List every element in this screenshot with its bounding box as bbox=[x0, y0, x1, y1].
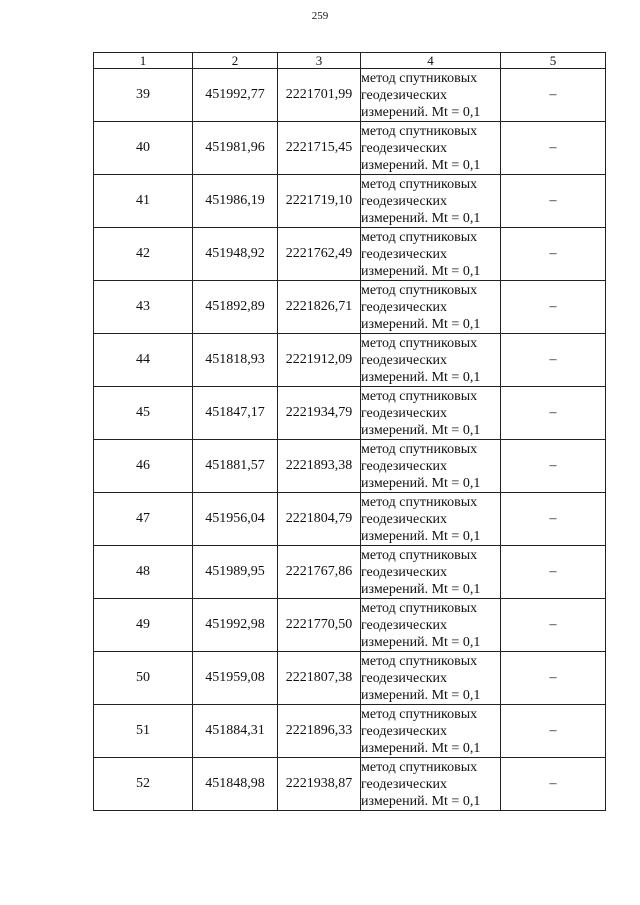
method-line: метод спутниковых bbox=[361, 70, 478, 86]
method-cell bbox=[361, 705, 501, 758]
method-line: измерений. Mt = 0,1 bbox=[361, 104, 481, 120]
header-col-4: 4 bbox=[361, 53, 501, 69]
x-coordinate-cell: 451847,17 bbox=[193, 387, 278, 440]
x-coordinate-cell: 451959,08 bbox=[193, 652, 278, 705]
method-line: геодезических bbox=[361, 511, 448, 527]
note-cell: – bbox=[501, 281, 606, 334]
header-col-1: 1 bbox=[94, 53, 193, 69]
method-cell bbox=[361, 652, 501, 705]
method-cell bbox=[361, 440, 501, 493]
method-cell bbox=[361, 281, 501, 334]
note-cell: – bbox=[501, 758, 606, 811]
method-line: метод спутниковых bbox=[361, 176, 478, 192]
y-coordinate-cell: 2221826,71 bbox=[278, 281, 361, 334]
y-coordinate-cell: 2221715,45 bbox=[278, 122, 361, 175]
x-coordinate-cell: 451948,92 bbox=[193, 228, 278, 281]
method-cell bbox=[361, 387, 501, 440]
method-cell bbox=[361, 599, 501, 652]
method-line: геодезических bbox=[361, 246, 448, 262]
note-cell: – bbox=[501, 652, 606, 705]
point-number-cell: 51 bbox=[94, 705, 193, 758]
method-line: измерений. Mt = 0,1 bbox=[361, 740, 481, 756]
method-line: метод спутниковых bbox=[361, 282, 478, 298]
table-row bbox=[94, 440, 606, 493]
point-number-cell: 39 bbox=[94, 69, 193, 122]
x-coordinate-cell: 451992,77 bbox=[193, 69, 278, 122]
point-number-cell: 40 bbox=[94, 122, 193, 175]
method-line: измерений. Mt = 0,1 bbox=[361, 528, 481, 544]
y-coordinate-cell: 2221807,38 bbox=[278, 652, 361, 705]
x-coordinate-cell: 451881,57 bbox=[193, 440, 278, 493]
y-coordinate-cell: 2221719,10 bbox=[278, 175, 361, 228]
method-line: геодезических bbox=[361, 723, 448, 739]
method-line: метод спутниковых bbox=[361, 547, 478, 563]
method-line: метод спутниковых bbox=[361, 229, 478, 245]
table-body bbox=[94, 69, 606, 811]
x-coordinate-cell: 451986,19 bbox=[193, 175, 278, 228]
table-row bbox=[94, 228, 606, 281]
method-line: геодезических bbox=[361, 299, 448, 315]
method-line: измерений. Mt = 0,1 bbox=[361, 634, 481, 650]
x-coordinate-cell: 451848,98 bbox=[193, 758, 278, 811]
point-number-cell: 46 bbox=[94, 440, 193, 493]
header-col-5: 5 bbox=[501, 53, 606, 69]
point-number-cell: 52 bbox=[94, 758, 193, 811]
note-cell: – bbox=[501, 122, 606, 175]
method-line: измерений. Mt = 0,1 bbox=[361, 475, 481, 491]
y-coordinate-cell: 2221893,38 bbox=[278, 440, 361, 493]
method-cell bbox=[361, 493, 501, 546]
point-number-cell: 41 bbox=[94, 175, 193, 228]
method-line: метод спутниковых bbox=[361, 388, 478, 404]
point-number-cell: 45 bbox=[94, 387, 193, 440]
table-row bbox=[94, 334, 606, 387]
point-number-cell: 44 bbox=[94, 334, 193, 387]
note-cell: – bbox=[501, 387, 606, 440]
method-line: измерений. Mt = 0,1 bbox=[361, 687, 481, 703]
y-coordinate-cell: 2221762,49 bbox=[278, 228, 361, 281]
table-row bbox=[94, 758, 606, 811]
x-coordinate-cell: 451818,93 bbox=[193, 334, 278, 387]
method-cell bbox=[361, 228, 501, 281]
point-number-cell: 43 bbox=[94, 281, 193, 334]
method-line: метод спутниковых bbox=[361, 335, 478, 351]
page-number: 259 bbox=[311, 10, 329, 22]
table-row bbox=[94, 599, 606, 652]
method-line: метод спутниковых bbox=[361, 600, 478, 616]
method-cell bbox=[361, 758, 501, 811]
method-line: метод спутниковых bbox=[361, 759, 478, 775]
table-row bbox=[94, 705, 606, 758]
note-cell: – bbox=[501, 175, 606, 228]
table-row bbox=[94, 175, 606, 228]
header-col-3: 3 bbox=[278, 53, 361, 69]
y-coordinate-cell: 2221896,33 bbox=[278, 705, 361, 758]
note-cell: – bbox=[501, 705, 606, 758]
point-number-cell: 50 bbox=[94, 652, 193, 705]
x-coordinate-cell: 451989,95 bbox=[193, 546, 278, 599]
point-number-cell: 47 bbox=[94, 493, 193, 546]
note-cell: – bbox=[501, 228, 606, 281]
table-row bbox=[94, 281, 606, 334]
method-cell bbox=[361, 334, 501, 387]
note-cell: – bbox=[501, 493, 606, 546]
method-line: геодезических bbox=[361, 193, 448, 209]
x-coordinate-cell: 451992,98 bbox=[193, 599, 278, 652]
method-line: метод спутниковых bbox=[361, 441, 478, 457]
method-line: измерений. Mt = 0,1 bbox=[361, 263, 481, 279]
method-cell bbox=[361, 69, 501, 122]
method-line: геодезических bbox=[361, 776, 448, 792]
note-cell: – bbox=[501, 440, 606, 493]
method-line: измерений. Mt = 0,1 bbox=[361, 157, 481, 173]
point-number-cell: 49 bbox=[94, 599, 193, 652]
y-coordinate-cell: 2221804,79 bbox=[278, 493, 361, 546]
method-cell bbox=[361, 546, 501, 599]
note-cell: – bbox=[501, 599, 606, 652]
x-coordinate-cell: 451884,31 bbox=[193, 705, 278, 758]
point-number-cell: 42 bbox=[94, 228, 193, 281]
method-line: геодезических bbox=[361, 670, 448, 686]
table-row bbox=[94, 387, 606, 440]
method-line: измерений. Mt = 0,1 bbox=[361, 793, 481, 809]
table-header-row bbox=[94, 53, 606, 69]
method-line: измерений. Mt = 0,1 bbox=[361, 369, 481, 385]
table-row bbox=[94, 546, 606, 599]
y-coordinate-cell: 2221912,09 bbox=[278, 334, 361, 387]
method-line: метод спутниковых bbox=[361, 123, 478, 139]
method-line: геодезических bbox=[361, 352, 448, 368]
method-line: метод спутниковых bbox=[361, 653, 478, 669]
note-cell: – bbox=[501, 546, 606, 599]
y-coordinate-cell: 2221701,99 bbox=[278, 69, 361, 122]
method-line: измерений. Mt = 0,1 bbox=[361, 422, 481, 438]
y-coordinate-cell: 2221770,50 bbox=[278, 599, 361, 652]
y-coordinate-cell: 2221767,86 bbox=[278, 546, 361, 599]
table-row bbox=[94, 69, 606, 122]
method-line: измерений. Mt = 0,1 bbox=[361, 316, 481, 332]
method-line: геодезических bbox=[361, 617, 448, 633]
point-number-cell: 48 bbox=[94, 546, 193, 599]
method-line: геодезических bbox=[361, 140, 448, 156]
method-line: измерений. Mt = 0,1 bbox=[361, 210, 481, 226]
table-row bbox=[94, 493, 606, 546]
table-row bbox=[94, 652, 606, 705]
method-line: геодезических bbox=[361, 458, 448, 474]
method-line: метод спутниковых bbox=[361, 494, 478, 510]
header-col-2: 2 bbox=[193, 53, 278, 69]
method-line: измерений. Mt = 0,1 bbox=[361, 581, 481, 597]
x-coordinate-cell: 451981,96 bbox=[193, 122, 278, 175]
y-coordinate-cell: 2221934,79 bbox=[278, 387, 361, 440]
method-line: метод спутниковых bbox=[361, 706, 478, 722]
note-cell: – bbox=[501, 334, 606, 387]
x-coordinate-cell: 451892,89 bbox=[193, 281, 278, 334]
note-cell: – bbox=[501, 69, 606, 122]
table-row bbox=[94, 122, 606, 175]
x-coordinate-cell: 451956,04 bbox=[193, 493, 278, 546]
method-line: геодезических bbox=[361, 87, 448, 103]
method-line: геодезических bbox=[361, 564, 448, 580]
method-cell bbox=[361, 175, 501, 228]
y-coordinate-cell: 2221938,87 bbox=[278, 758, 361, 811]
coordinates-table bbox=[93, 52, 606, 811]
method-line: геодезических bbox=[361, 405, 448, 421]
method-cell bbox=[361, 122, 501, 175]
